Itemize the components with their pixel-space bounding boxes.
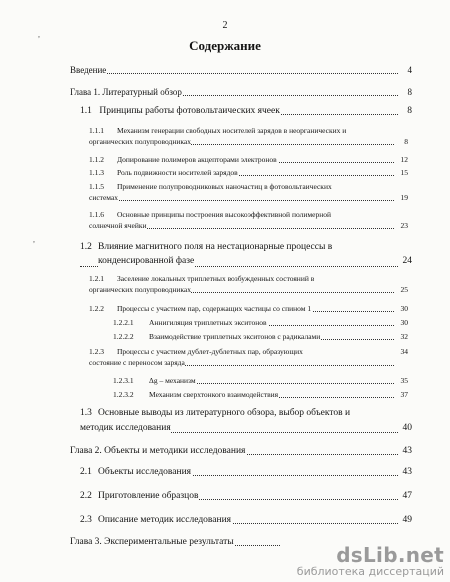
toc-entry-number: 1.1.6 xyxy=(89,210,104,219)
toc-entry-page: 25 xyxy=(400,285,408,294)
toc-entry-page: 4 xyxy=(407,65,412,75)
toc-entry-1-1 xyxy=(80,106,412,117)
toc-entry-1-2 xyxy=(80,242,412,266)
toc-entry-chapter-3 xyxy=(70,537,280,548)
toc-entry-number: 1.3 xyxy=(80,408,92,418)
toc-entry-chapter-1 xyxy=(70,87,412,98)
toc-entry-page: 19 xyxy=(400,193,408,202)
toc-entry-1-3 xyxy=(80,408,412,433)
toc-entry-page: 34 xyxy=(400,347,408,356)
toc-entry-1-2-2 xyxy=(89,303,408,314)
toc-entry-text-continued: солнечной ячейки xyxy=(89,221,147,230)
toc-entry-1-2-3-1 xyxy=(113,375,408,386)
toc-entry-text: Глава 3. Экспериментальные результаты xyxy=(70,537,234,547)
toc-entry-page: 43 xyxy=(402,446,412,456)
toc-entry-text-continued: методик исследования xyxy=(80,423,171,433)
toc-entry-text-continued: состояние с переносом заряда xyxy=(89,358,185,367)
toc-entry-page: 12 xyxy=(400,155,408,164)
toc-entry-intro xyxy=(70,65,412,76)
toc-entry-page: 8 xyxy=(407,87,412,97)
toc-entry-number: 1.2.2 xyxy=(89,304,104,313)
toc-entry-number: 1.2.3.1 xyxy=(113,376,134,385)
toc-entry-1-1-5 xyxy=(89,181,408,202)
toc-entry-text: Аннигиляция триплетных экситонов xyxy=(149,318,267,327)
toc-entry-page: 15 xyxy=(400,168,408,177)
toc-entry-text: Δg – механизм xyxy=(149,376,196,385)
toc-entry-page: 43 xyxy=(402,467,412,477)
toc-entry-text: Заселение локальных триплетных возбужденных состояний в xyxy=(117,274,315,283)
toc-entry-2-2 xyxy=(80,491,412,502)
toc-entry-text: Процессы с участием дублет-дублетных пар, образующих xyxy=(117,347,303,356)
toc-entry-text: Приготовление образцов xyxy=(98,491,199,501)
toc-entry-number: 1.1.1 xyxy=(89,126,104,135)
toc-entry-text: Применение полупроводниковых наночастиц в фотовольтаических xyxy=(117,182,332,191)
toc-entry-page: 23 xyxy=(400,221,408,230)
toc-entry-number: 1.2.3 xyxy=(89,347,104,356)
toc-entry-page: 8 xyxy=(404,137,408,146)
toc-entry-page: 37 xyxy=(400,390,408,399)
toc-entry-number: 1.1.5 xyxy=(89,182,104,191)
toc-entry-text: Объекты исследования xyxy=(98,467,192,477)
toc-entry-number: 1.1.3 xyxy=(89,168,104,177)
toc-entry-number: 1.1 xyxy=(80,106,92,116)
dot-leader xyxy=(70,73,398,74)
toc-entry-number: 2.3 xyxy=(80,515,92,525)
toc-entry-1-2-3 xyxy=(89,346,408,367)
toc-entry-page: 30 xyxy=(400,318,408,327)
toc-entry-1-1-6 xyxy=(89,209,408,230)
toc-entry-1-1-1 xyxy=(89,125,408,146)
page-number: 2 xyxy=(222,20,228,31)
toc-entry-text: Роль подвижности носителей зарядов xyxy=(117,168,238,177)
toc-entry-1-2-1 xyxy=(89,273,408,294)
toc-entry-1-2-2-2 xyxy=(113,331,408,342)
toc-entry-2-1 xyxy=(80,467,412,478)
toc-entry-page: 47 xyxy=(402,491,412,501)
toc-entry-number: 1.2.2.2 xyxy=(113,332,134,341)
watermark xyxy=(297,543,444,578)
scan-mark: , xyxy=(33,235,35,244)
toc-entry-page: 24 xyxy=(402,256,412,266)
toc-entry-text: Глава 1. Литературный обзор xyxy=(70,87,182,97)
toc-entry-1-1-2 xyxy=(89,154,408,165)
toc-entry-page: 32 xyxy=(400,332,408,341)
toc-entry-page: 40 xyxy=(402,423,412,433)
toc-entry-page: 8 xyxy=(407,106,412,116)
toc-entry-1-1-3 xyxy=(89,167,408,178)
toc-entry-number: 1.2.3.2 xyxy=(113,390,134,399)
toc-entry-text: Введение xyxy=(70,65,107,75)
toc-entry-number: 2.2 xyxy=(80,491,92,501)
toc-entry-page: 30 xyxy=(400,304,408,313)
toc-entry-text: Допирование полимеров акцепторами электронов xyxy=(117,155,277,164)
toc-entry-1-2-2-1 xyxy=(113,317,408,328)
scan-mark: , xyxy=(38,30,40,39)
watermark-subtitle: библиотека диссертаций xyxy=(296,565,444,578)
toc-entry-text: Глава 2. Объекты и методики исследования xyxy=(70,446,246,456)
toc-entry-text: Принципы работы фотовольтаических ячеек xyxy=(99,106,280,116)
toc-entry-text: Процессы с участием пар, содержащих частицы со спином 1 xyxy=(117,304,312,313)
toc-entry-text: Взаимодействие триплетных экситонов с радикалами xyxy=(149,332,321,341)
toc-entry-text-continued: системах xyxy=(89,193,119,202)
toc-entry-chapter-2 xyxy=(70,446,412,457)
toc-entry-number: 1.2.1 xyxy=(89,274,104,283)
toc-entry-2-3 xyxy=(80,515,412,526)
page-title: Содержание xyxy=(189,38,261,53)
toc-entry-page: 35 xyxy=(400,376,408,385)
toc-entry-1-2-3-2 xyxy=(113,389,408,400)
toc-entry-text: Описание методик исследования xyxy=(98,515,232,525)
watermark-logo: dsLib.net xyxy=(336,543,444,567)
toc-entry-text-continued: конденсированной фазе xyxy=(98,256,195,266)
toc-entry-page: 49 xyxy=(402,515,412,525)
toc-entry-number: 2.1 xyxy=(80,467,92,477)
toc-entry-text: Механизм сверхтонкого взаимодействия xyxy=(149,390,279,399)
toc-entry-text-continued: органических полупроводниках xyxy=(89,285,191,294)
toc-entry-text: Основные принципы построения высокоэффективной полимерной xyxy=(117,210,331,219)
toc-entry-number: 1.2.2.1 xyxy=(113,318,134,327)
dot-leader xyxy=(89,200,394,201)
toc-entry-number: 1.2 xyxy=(80,242,92,252)
toc-entry-text: Механизм генерации свободных носителей зарядов в неорганических и xyxy=(117,126,347,135)
toc-entry-text: Влияние магнитного поля на нестационарные процессы в xyxy=(98,242,333,252)
toc-entry-text-continued: органических полупроводниках xyxy=(89,137,191,146)
toc-entry-number: 1.1.2 xyxy=(89,155,104,164)
toc-entry-text: Основные выводы из литературного обзора, выбор объектов и xyxy=(98,408,351,418)
